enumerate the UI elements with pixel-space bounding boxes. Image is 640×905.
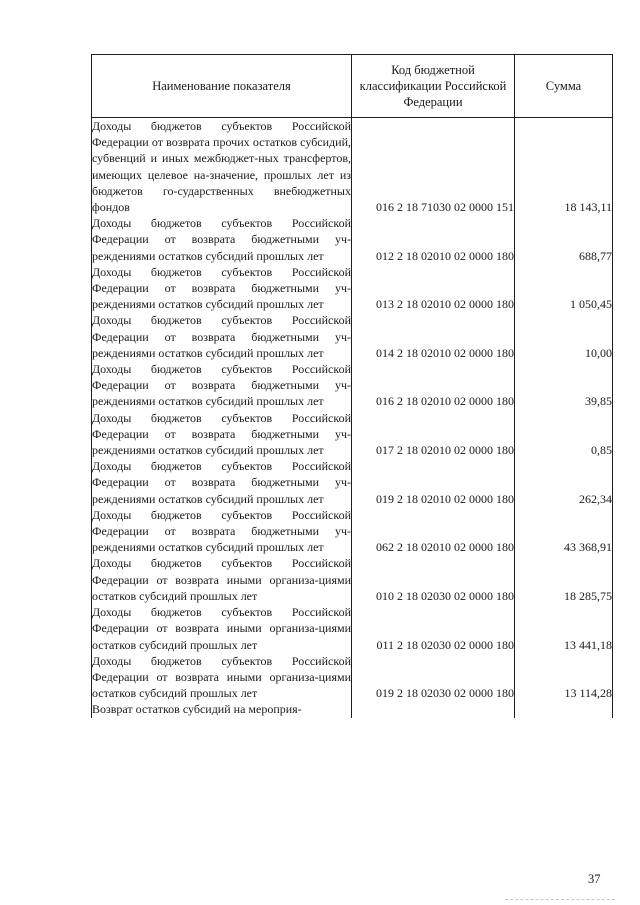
- budget-revenue-table: [91, 54, 613, 718]
- table-row: [92, 215, 613, 264]
- row-budget-code: 019 2 18 02030 02 0000 180: [352, 653, 515, 702]
- row-amount: 39,85: [515, 361, 613, 410]
- row-budget-code: 016 2 18 71030 02 0000 151: [352, 118, 515, 216]
- table-row: [92, 264, 613, 313]
- table-row: [92, 118, 613, 216]
- row-indicator-name: Доходы бюджетов субъектов Российской Федерации от возврата бюджетными уч-реждениями остатков субсидий прошлых лет: [92, 507, 351, 555]
- row-budget-code: 019 2 18 02010 02 0000 180: [352, 458, 515, 507]
- row-budget-code: 012 2 18 02010 02 0000 180: [352, 215, 515, 264]
- row-budget-code: 013 2 18 02010 02 0000 180: [352, 264, 515, 313]
- row-budget-code: [352, 701, 515, 717]
- row-indicator-name: Доходы бюджетов субъектов Российской Федерации от возврата иными организа-циями остатков субсидий прошлых лет: [92, 653, 351, 701]
- table-row: [92, 410, 613, 459]
- row-amount: 43 368,91: [515, 507, 613, 556]
- row-budget-code: 011 2 18 02030 02 0000 180: [352, 604, 515, 653]
- row-amount: 18 285,75: [515, 555, 613, 604]
- table-row: [92, 507, 613, 556]
- row-indicator-name: Доходы бюджетов субъектов Российской Федерации от возврата иными организа-циями остатков субсидий прошлых лет: [92, 556, 351, 603]
- row-amount: 1 050,45: [515, 264, 613, 313]
- row-indicator-name: Доходы бюджетов субъектов Российской Федерации от возврата бюджетными уч-реждениями остатков субсидий прошлых лет: [92, 264, 351, 312]
- row-budget-code: 014 2 18 02010 02 0000 180: [352, 312, 515, 361]
- header-budget-code: Код бюджетной классификации Российской Федерации: [352, 55, 515, 118]
- table-header-row: [92, 55, 613, 118]
- row-amount: 18 143,11: [515, 118, 613, 216]
- table-row: [92, 458, 613, 507]
- row-budget-code: 010 2 18 02030 02 0000 180: [352, 555, 515, 604]
- footer-rule: [505, 899, 615, 900]
- header-amount: Сумма: [515, 55, 613, 118]
- table-row: [92, 653, 613, 702]
- row-indicator-name: Доходы бюджетов субъектов Российской Федерации от возврата прочих остатков субсидий, субвенций и иных межбюджет-ных трансфертов, имеющих целевое на-значение, прошлых лет из бюджетов го-сударственных внебюджетных фондов: [92, 119, 351, 215]
- row-amount: 10,00: [515, 312, 613, 361]
- row-budget-code: 017 2 18 02010 02 0000 180: [352, 410, 515, 459]
- row-indicator-name: Доходы бюджетов субъектов Российской Федерации от возврата бюджетными уч-реждениями остатков субсидий прошлых лет: [92, 216, 351, 263]
- table-row: [92, 555, 613, 604]
- row-budget-code: 062 2 18 02010 02 0000 180: [352, 507, 515, 556]
- header-indicator-name: Наименование показателя: [92, 55, 352, 118]
- row-indicator-name: Доходы бюджетов субъектов Российской Федерации от возврата бюджетными уч-реждениями остатков субсидий прошлых лет: [92, 313, 351, 360]
- row-budget-code: 016 2 18 02010 02 0000 180: [352, 361, 515, 410]
- page-number: 37: [588, 872, 601, 886]
- row-amount: 0,85: [515, 410, 613, 459]
- row-indicator-name: Доходы бюджетов субъектов Российской Федерации от возврата иными организа-циями остатков субсидий прошлых лет: [92, 605, 351, 652]
- row-amount: 13 441,18: [515, 604, 613, 653]
- table-row: [92, 312, 613, 361]
- row-indicator-name: Возврат остатков субсидий на мероприя-: [92, 701, 352, 717]
- row-indicator-name: Доходы бюджетов субъектов Российской Федерации от возврата бюджетными уч-реждениями остатков субсидий прошлых лет: [92, 362, 351, 409]
- table-row: [92, 604, 613, 653]
- row-indicator-name: Доходы бюджетов субъектов Российской Федерации от возврата бюджетными уч-реждениями остатков субсидий прошлых лет: [92, 410, 351, 458]
- table-body: [92, 118, 613, 718]
- table-row: [92, 701, 613, 717]
- row-amount: [515, 701, 613, 717]
- row-amount: 262,34: [515, 458, 613, 507]
- row-amount: 688,77: [515, 215, 613, 264]
- table-row: [92, 361, 613, 410]
- row-indicator-name: Доходы бюджетов субъектов Российской Федерации от возврата бюджетными уч-реждениями остатков субсидий прошлых лет: [92, 459, 351, 506]
- row-amount: 13 114,28: [515, 653, 613, 702]
